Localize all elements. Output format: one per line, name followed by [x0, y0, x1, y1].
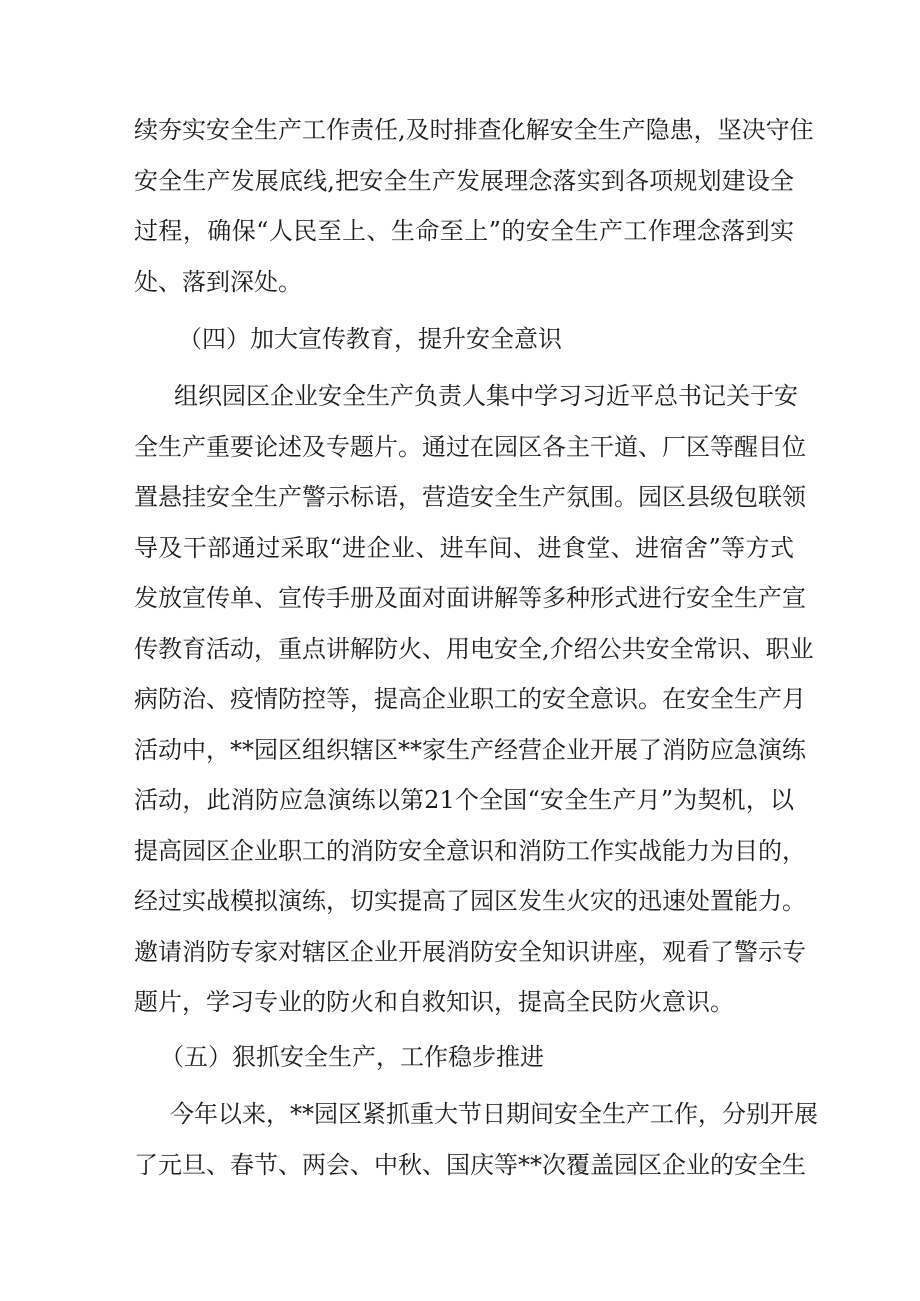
paragraph-3-line-2: 了元旦、春节、两会、中秋、国庆等**次覆盖园区企业的安全生 — [134, 1151, 806, 1179]
paragraph-3-line-1: 今年以来，**园区紧抓重大节日期间安全生产工作，分别开展 — [170, 1100, 818, 1128]
paragraph-2-line-10: 提高园区企业职工的消防安全意识和消防工作实战能力为目的， — [134, 837, 806, 865]
paragraph-2-line-8: 活动中，**园区组织辖区**家生产经营企业开展了消防应急演练 — [134, 736, 806, 764]
paragraph-2-line-12: 邀请消防专家对辖区企业开展消防安全知识讲座，观看了警示专 — [134, 938, 806, 966]
paragraph-1-line-2: 安全生产发展底线,把安全生产发展理念落实到各项规划建设全 — [134, 167, 794, 195]
paragraph-2-line-4: 导及干部通过采取“进企业、进车间、进食堂、进宿舍”等方式 — [134, 534, 794, 562]
paragraph-2-line-3: 置悬挂安全生产警示标语，营造安全生产氛围。园区县级包联领 — [134, 483, 806, 511]
paragraph-2-line-7: 病防治、疫情防控等，提高企业职工的安全意识。在安全生产月 — [134, 685, 806, 713]
paragraph-2-line-11: 经过实战模拟演练，切实提高了园区发生火灾的迅速处置能力。 — [134, 887, 806, 915]
paragraph-2-line-13: 题片，学习专业的防火和自救知识，提高全民防火意识。 — [134, 988, 734, 1016]
paragraph-2-line-1: 组织园区企业安全生产负责人集中学习习近平总书记关于安 — [174, 382, 798, 410]
paragraph-2-line-9: 活动，此消防应急演练以第21个全国“安全生产月”为契机，以 — [134, 786, 794, 814]
paragraph-1-line-3: 过程，确保“人民至上、生命至上”的安全生产工作理念落到实 — [134, 217, 794, 245]
section-heading-5: （五）狠抓安全生产，工作稳步推进 — [160, 1043, 544, 1071]
paragraph-2-line-5: 发放宣传单、宣传手册及面对面讲解等多种形式进行安全生产宣 — [134, 584, 806, 612]
paragraph-1-line-4: 处、落到深处。 — [134, 268, 302, 296]
paragraph-2-line-2: 全生产重要论述及专题片。通过在园区各主干道、厂区等醒目位 — [134, 433, 806, 461]
section-heading-4: （四）加大宣传教育，提升安全意识 — [178, 325, 562, 353]
paragraph-1-line-1: 续夯实安全生产工作责任,及时排查化解安全生产隐患，坚决守住 — [134, 116, 814, 144]
paragraph-2-line-6: 传教育活动，重点讲解防火、用电安全,介绍公共安全常识、职业 — [134, 635, 814, 663]
